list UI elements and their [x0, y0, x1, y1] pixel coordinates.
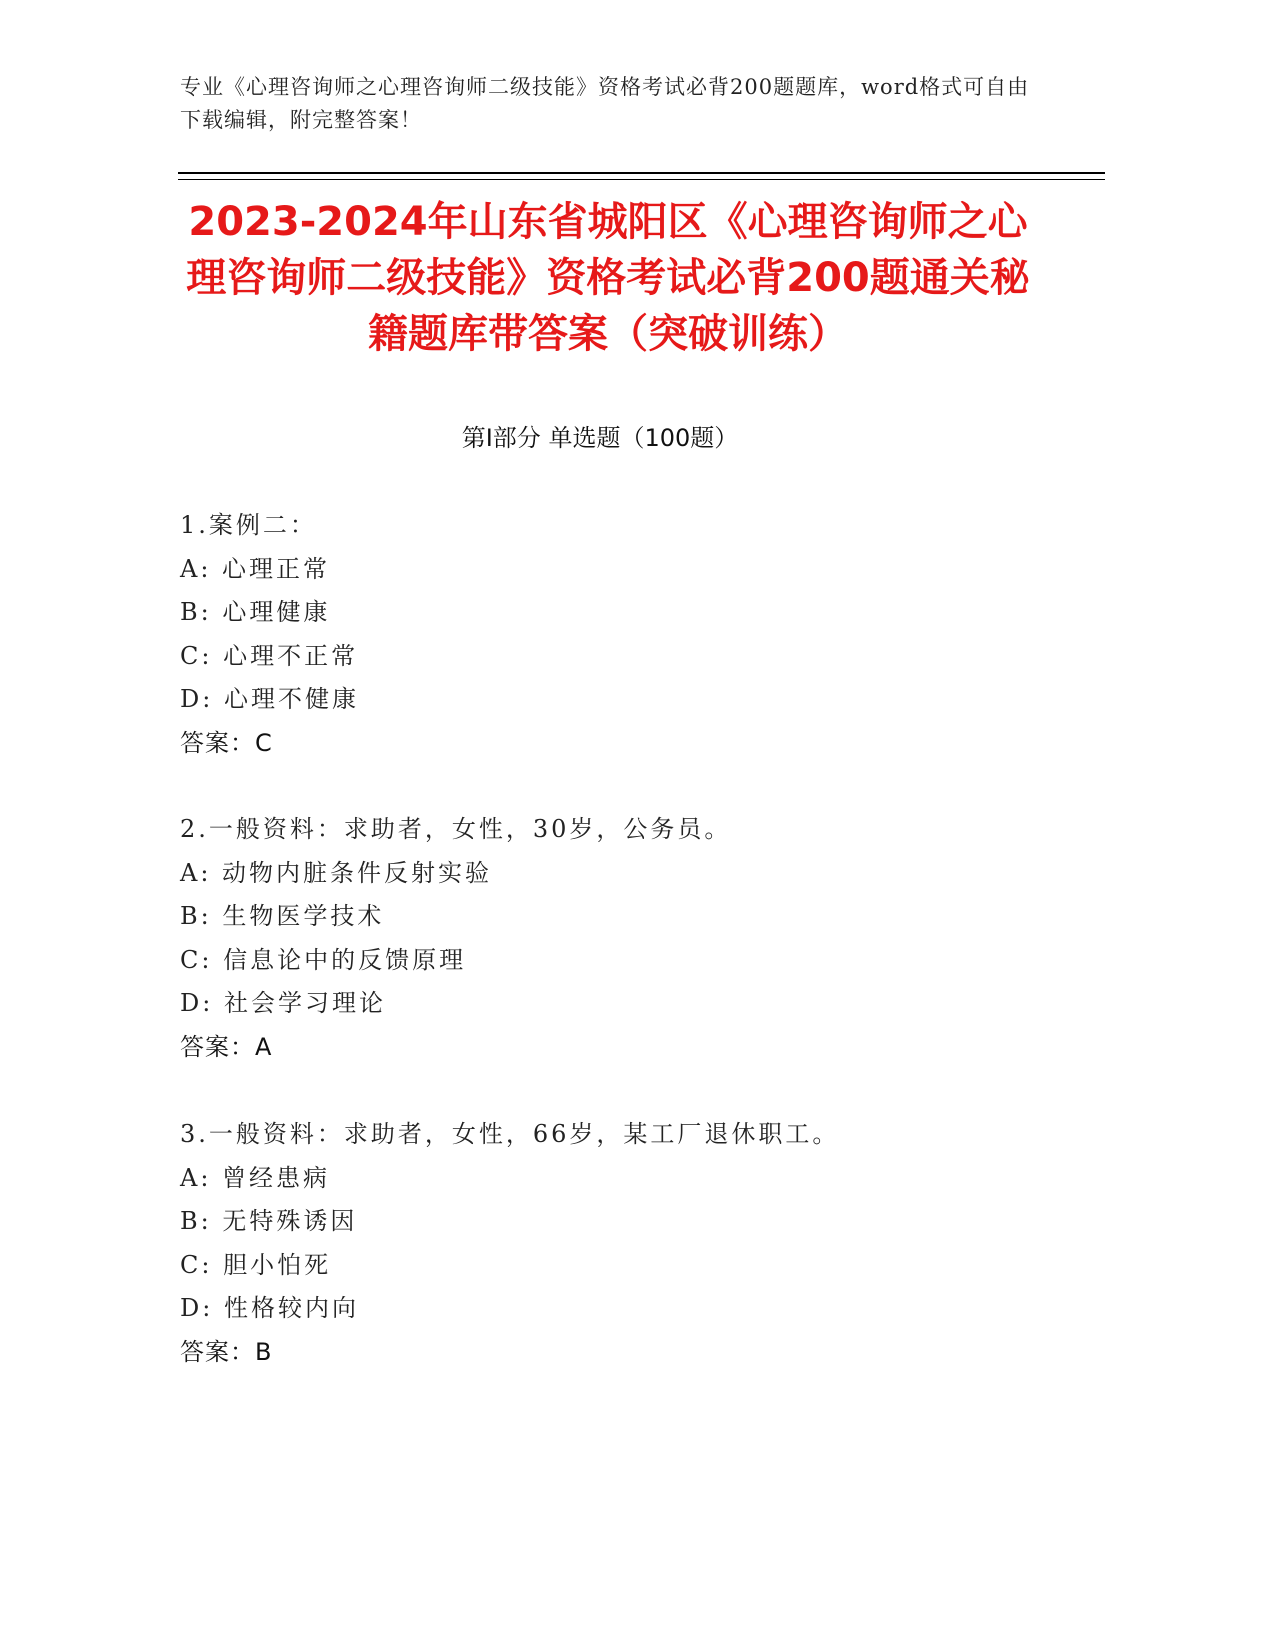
answer-line: 答案：C: [180, 728, 273, 757]
option-b: B: 生物医学技术: [180, 902, 385, 930]
question-block: [180, 808, 1080, 1069]
question-block: [180, 1113, 1080, 1374]
header-note: 专业《心理咨询师之心理咨询师二级技能》资格考试必背200题题库，word格式可自由下载编辑，附完整答案！: [180, 75, 1030, 132]
option-a: A: 心理正常: [180, 554, 331, 583]
answer-line: 答案：A: [180, 1032, 273, 1061]
option-a: A: 曾经患病: [180, 1163, 331, 1192]
option-c: C: 胆小怕死: [180, 1250, 332, 1279]
question-stem: 2.一般资料：求助者，女性，30岁，公务员。: [180, 815, 732, 843]
option-b: B: 心理健康: [180, 598, 331, 626]
question-block: [180, 504, 1080, 765]
option-c: C: 信息论中的反馈原理: [180, 945, 467, 974]
option-d: D: 心理不健康: [180, 685, 359, 713]
question-stem: 1.案例二：: [180, 511, 317, 539]
section-heading: 第Ⅰ部分 单选题（100题）: [461, 424, 739, 452]
header-divider-thin: [178, 179, 1105, 180]
option-d: D: 性格较内向: [180, 1294, 359, 1322]
option-b: B: 无特殊诱因: [180, 1207, 358, 1235]
document-title: 2023-2024年山东省城阳区《心理咨询师之心理咨询师二级技能》资格考试必背200题通关秘籍题库带答案（突破训练）: [186, 199, 1030, 357]
question-stem: 3.一般资料：求助者，女性，66岁，某工厂退休职工。: [180, 1120, 840, 1148]
answer-line: 答案：B: [180, 1337, 273, 1366]
option-a: A: 动物内脏条件反射实验: [180, 858, 493, 887]
option-d: D: 社会学习理论: [180, 989, 386, 1017]
header-divider-thick: [178, 172, 1105, 174]
option-c: C: 心理不正常: [180, 641, 359, 670]
